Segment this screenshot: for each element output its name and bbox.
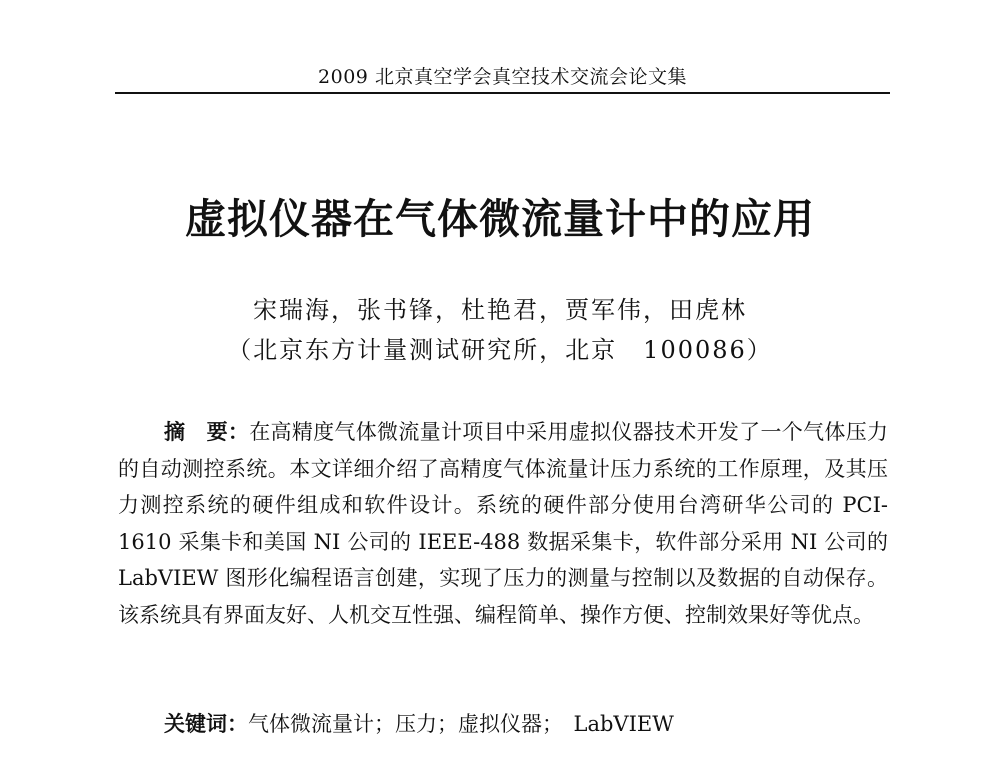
abstract-text: 在高精度气体微流量计项目中采用虚拟仪器技术开发了一个气体压力的自动测控系统。本文详细介绍了高精度气体流量计压力系统的工作原理，及其压力测控系统的硬件组成和软件设计。系统的硬件部分使用台湾研华公司的 PCI-1610 采集卡和美国 NI 公司的 IEEE-488 数据采集卡，软件部分采用 NI 公司的 LabVIEW 图形化编程语言创建，实现了压力的测量与控制以及数据的自动保存。该系统具有界面友好、人机交互性强、编程简单、操作方便、控制效果好等优点。 xyxy=(118,420,889,627)
running-header: 2009 北京真空学会真空技术交流会论文集 xyxy=(318,66,687,88)
abstract-label: 摘 要： xyxy=(164,419,250,444)
keywords-label: 关键词： xyxy=(164,711,248,736)
author-list: 宋瑞海，张书锋，杜艳君，贾军伟，田虎林 xyxy=(253,296,747,324)
keywords-text: 气体微流量计；压力；虚拟仪器； LabVIEW xyxy=(248,712,674,736)
header-rule xyxy=(115,92,890,94)
affiliation: （北京东方计量测试研究所，北京 100086） xyxy=(227,336,773,364)
keywords xyxy=(164,708,674,738)
paper-title: 虚拟仪器在气体微流量计中的应用 xyxy=(185,195,815,243)
abstract xyxy=(118,414,888,633)
